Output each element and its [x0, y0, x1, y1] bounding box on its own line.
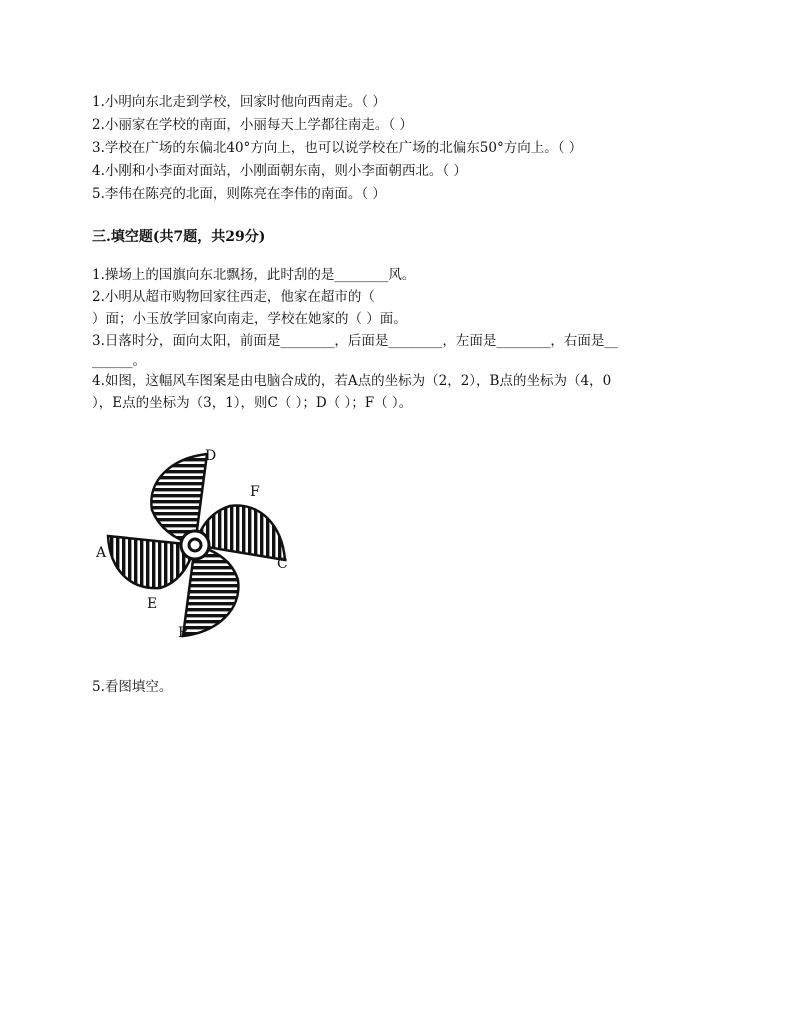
- judge-item-4: 4.小刚和小李面对面站，小刚面朝东南，则小李面朝西北。（ ）: [92, 163, 467, 179]
- section-heading: 三.填空题(共7题，共29分): [92, 229, 266, 245]
- fill-item-2-line-2: ）面；小玉放学回家向南走，学校在她家的（ ）面。: [92, 311, 407, 327]
- label-c: C: [277, 556, 288, 572]
- windmill-figure: [92, 440, 302, 650]
- judge-item-2: 2.小丽家在学校的南面，小丽每天上学都往南走。（ ）: [92, 117, 413, 133]
- fill-item-1: 1.操场上的国旗向东北飘扬，此时刮的是________风。: [92, 267, 416, 283]
- fill-item-2-line-1: 2.小明从超市购物回家往西走，他家在超市的（: [92, 289, 375, 305]
- judge-item-1: 1.小明向东北走到学校，回家时他向西南走。（ ）: [92, 94, 386, 110]
- windmill-hub-inner: [189, 539, 201, 551]
- fill-item-4-line-1: 4.如图，这幅风车图案是由电脑合成的，若A点的坐标为（2，2），B点的坐标为（4，0: [92, 373, 612, 389]
- label-e: E: [147, 596, 158, 612]
- label-f: F: [250, 484, 260, 500]
- label-b: B: [178, 625, 189, 641]
- fill-item-3-line-2: ______。: [92, 353, 146, 369]
- label-a: A: [96, 545, 107, 561]
- label-d: D: [205, 448, 217, 464]
- fill-item-3-line-1: 3.日落时分，面向太阳，前面是________，后面是________，左面是________，右面是__: [92, 333, 618, 349]
- fill-item-5: 5.看图填空。: [92, 679, 173, 695]
- fill-item-4-line-2: ），E点的坐标为（3，1），则C（ ）；D（ ）；F（ ）。: [92, 395, 413, 411]
- judge-item-5: 5.李伟在陈亮的北面，则陈亮在李伟的南面。（ ）: [92, 186, 386, 202]
- judge-item-3: 3.学校在广场的东偏北40°方向上，也可以说学校在广场的北偏东50°方向上。（ ）: [92, 140, 583, 156]
